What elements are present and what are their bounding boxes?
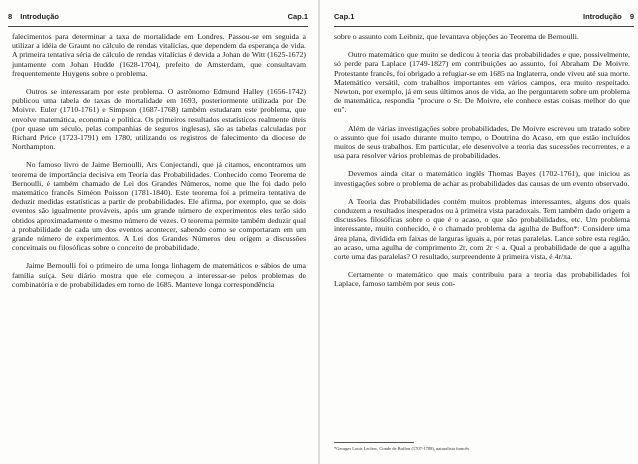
paragraph: Além de várias investigações sobre probabilidades, De Moivre escreveu um tratado sobre o assunto que foi usado durante muito tempo, o Doutrina do Acaso, em que estão incluídos muitos de seus trabalhos. Em particular, ele desenvolve a teoria das sucessões recorrentes, e a usa para resolver vários problemas de probabilidades. [334,123,630,161]
right-page [320,0,638,464]
paragraph: sobre o assunto com Leibniz, que levantava objeções ao Teorema de Bernoulli. [334,32,579,41]
paragraph: Certamente o matemático que mais contribuiu para a teoria das probabilidades foi Laplace, famoso também por seus con- [334,270,630,289]
paragraph: Outros se interessaram por este problema. O astrônomo Edmund Halley (1656-1742) publicou uma tabela de taxas de mortalidade em 1693, posteriormente utilizada por De Moivre. Euler (1710-1761) e Simpson (1687-1768) também estudaram este problema, que envolve matemática, economia e política. Os primeiros resultados estatísticos realmente úteis (por quase um século, pelas companhias de seguros inglesas), são as tabelas calculadas por Richard Price (1723-1791) em 1780, utilizando os registros de falecimento da diocese de Northampton. [12,87,306,152]
paragraph: Devemos ainda citar o matemático inglês Thomas Bayes (1702-1761), que iniciou as investigações sobre o problema de achar as probabilidades das causas de um evento observado. [334,169,630,188]
left-page-header [8,12,308,26]
paragraph: No famoso livro de Jaime Bernoulli, Ars Conjectandi, que já citamos, encontramos um teorema de importância decisiva em Teoria das Probabilidades. Conhecido como Teorema de Bernoulli, é também chamado de Lei dos Grandes Números, nome que lhe foi dado pelo matemático francês Siméon Poisson (1781-1840). Este teorema foi a primeira tentativa de deduzir medidas estatísticas a partir de probabilidades. Ele afirma, por exemplo, que se dois eventos são igualmente prováveis, após um grande número de experimentos eles terão sido obtidos aproximadamente o mesmo número de vezes. O teorema permite também deduzir qual a probabilidade de cada um dos eventos acontecer, sabendo como se comportaram em um grande número de experimentos. A Lei dos Grandes Números deu origem a discussões conceituais ou filosóficas sobre o conceito de probabilidade. [12,160,306,253]
left-page [0,0,318,464]
paragraph: Jaime Bernoulli foi o primeiro de uma longa linhagem de matemáticos e sábios de uma família suíça. Seu diário mostra que ele começou a interessar-se pelos problemas de combinatória e de probabilidades em torno de 1685. Manteve longa correspondência [12,261,306,289]
right-page-number: 9 [629,12,634,21]
paragraph: falecimentos para determinar a taxa de mortalidade em Londres. Passou-se em seguida a utilizar a idéia de Graunt no cálculo de rendas vitalícias, que dependem da esperança de vida. A primeira tentativa séria de cálculo de rendas vitalícias é devida a Johan de Witt (1625-1672) juntamente com Johan Hudde (1628-1704), prefeito de Amsterdam, que consultavam frequentemente Huygens sobre o problema. [12,32,306,78]
paragraph: Outro matemático que muito se dedicou à teoria das probabilidades e que, possivelmente, só perde para Laplace (1749-1827) em contribuições ao assunto, foi Abraham De Moivre. Protestante francês, foi obrigado a refugiar-se em 1685 na Inglaterra, onde viveu até sua morte. Matemático versátil, com trabalhos importantes em vários campos, era muito respeitado. Newton, por exemplo, já em seus últimos anos de vida, ao lhe perguntarem sobre um problema de matemática, respondia "procure o Sr. De Moivre, ele conhece estas coisas melhor do que eu". [334,50,630,115]
paragraph: A Teoria das Probabilidades contém muitos problemas interessantes, alguns dos quais conduzem a resultados inesperados ou à primeira vista paradoxais. Tem também dado origem a discussões filosóficas sobre o que é o acaso, o que são probabilidades, etc. Um problema interessante, muito conhecido, é o chamado problema da agulha de Buffon*: Considere uma área plana, dividida em faixas de larguras iguais a, por retas paralelas. Lance sobre esta região, ao acaso, uma agulha de comprimento 2r, com 2r < a. Qual a probabilidade de que a agulha corte uma das paralelas? O resultado, surpreendente à primeira vista, é 4r/πa. [334,196,630,262]
right-page-body [334,32,630,289]
footnote: *Georges Louis Leclerc, Conde de Buffon (1707-1788), naturalista francês [334,446,470,451]
right-header-rule [334,26,634,27]
left-header-rule [8,26,308,27]
left-section-label: Cap.1 [287,12,308,21]
right-section-label: Cap.1 [334,12,355,21]
right-chapter-title: Introdução [582,12,622,21]
left-page-number: 8 [8,12,13,21]
footnote-rule [334,442,414,443]
left-chapter-title: Introdução [20,12,60,21]
left-page-body [12,32,306,289]
right-page-header [334,12,634,26]
